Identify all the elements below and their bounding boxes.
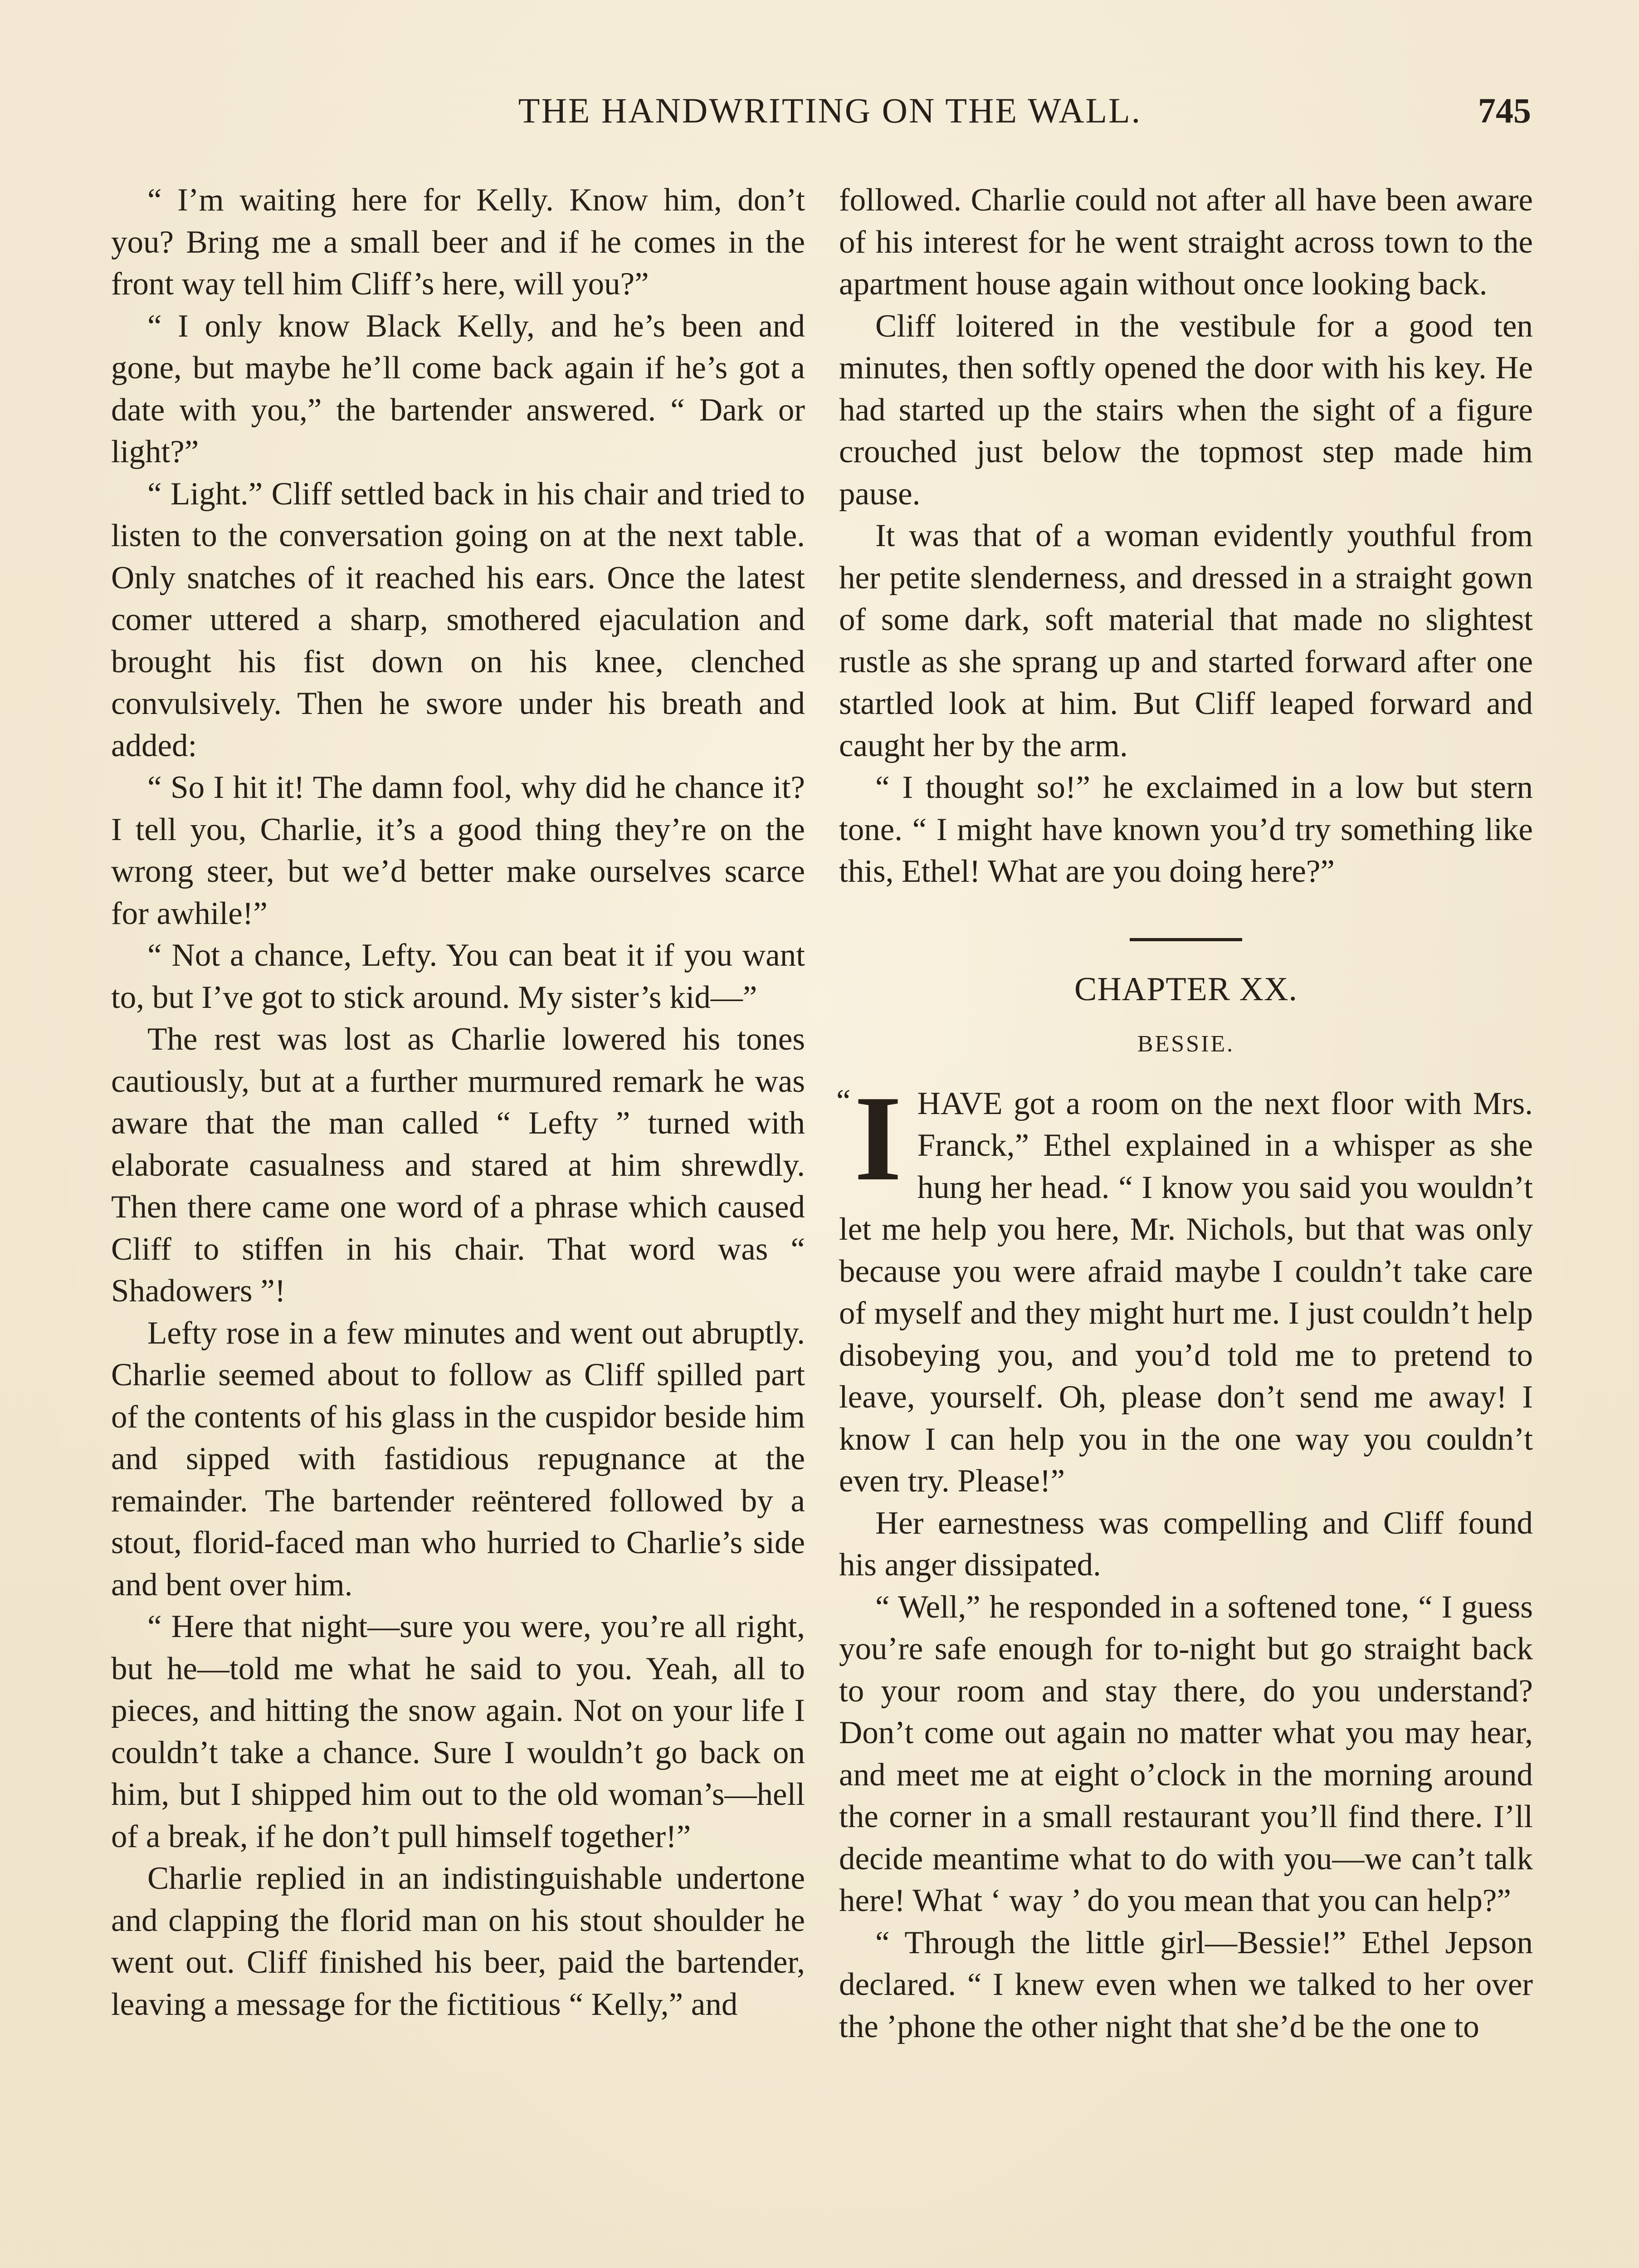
section-divider — [1130, 938, 1242, 941]
paragraph: The rest was lost as Charlie lowered his tones cautiously, but at a further murmured remark he was aware that the man called “ Lefty ” turned with elaborate casualness and stared at him shrewdly. Then there came one word of a phrase which caused Cliff to stiffen in his chair. That word was “ Shadowers ”! — [111, 1022, 805, 1309]
paragraph: “ Through the little girl—Bessie!” Ethel Jepson declared. “ I knew even when we talked to her over the ’phone the other night that she’d be the one to — [839, 1925, 1533, 2044]
paragraph: Charlie replied in an indistinguishable undertone and clapping the florid man on his stout shoulder he went out. Cliff finished his beer, paid the bartender, leaving a message for the fictitious “ Kelly,” and — [111, 1861, 805, 2022]
chapter-title: CHAPTER XX. — [1074, 970, 1298, 1008]
left-column — [111, 179, 805, 2025]
paragraph: Lefty rose in a few minutes and went out abruptly. Charlie seemed about to follow as Cliff spilled part of the contents of his glass in the cuspidor beside him and sipped with fastidious repugnance at the remainder. The bartender reëntered followed by a stout, florid-faced man who hurried to Charlie’s side and bent over him. — [111, 1315, 805, 1603]
right-column — [836, 179, 1533, 2048]
paragraph: It was that of a woman evidently youthful from her petite slenderness, and dressed in a straight gown of some dark, soft material that made no slightest rustle as she sprang up and started forward after one startled look at him. But Cliff leaped forward and caught her by the arm. — [839, 518, 1533, 763]
chapter-subtitle: BESSIE. — [1137, 1031, 1235, 1057]
paragraph: “ So I hit it! The damn fool, why did he chance it? I tell you, Charlie, it’s a good thing they’re on the wrong steer, but we’d better make ourselves scarce for awhile!” — [111, 770, 805, 931]
paragraph: Her earnestness was compelling and Cliff found his anger dissipated. — [839, 1505, 1533, 1583]
paragraph: “ I only know Black Kelly, and he’s been and gone, but maybe he’ll come back again if he’s got a date with you,” the bartender answered. “ Dark or light?” — [111, 308, 805, 469]
paragraph: “ Light.” Cliff settled back in his chair and tried to listen to the conversation going on at the next table. Only snatches of it reached his ears. Once the latest comer uttered a sharp, smothered ejaculation and brought his fist down on his knee, clenched convulsively. Then he swore under his breath and added: — [111, 476, 805, 763]
paragraph: “ I thought so!” he exclaimed in a low but stern tone. “ I might have known you’d try something like this, Ethel! What are you doing here?” — [839, 770, 1533, 889]
paragraph: “ Not a chance, Lefty. You can beat it if you want to, but I’ve got to stick around. My sister’s kid—” — [111, 938, 805, 1015]
paragraph: “ Well,” he responded in a softened tone, “ I guess you’re safe enough for to-night but go straight back to your room and stay there, do you understand? Don’t come out again no matter what you may hear, and meet me at eight o’clock in the morning around the corner in a small restaurant you’ll find there. I’ll decide meantime what to do with you—we can’t talk here! What ‘ way ’ do you mean that you can help?” — [839, 1589, 1533, 1918]
opening-quote-mark: “ — [836, 1083, 851, 1119]
page-number: 745 — [1478, 91, 1531, 130]
paragraph-text: HAVE got a room on the next floor with Mrs. Franck,” Ethel explained in a whisper as she hung her head. “ I know you said you wouldn’t let me help you here, Mr. Nichols, but that was only because you were afraid maybe I couldn’t take care of myself and they might hurt me. I just couldn’t help disobeying you, and you’d told me to pretend to leave, yourself. Oh, please don’t send me away! I know I can help you in the one way you couldn’t even try. Please!” — [839, 1085, 1533, 1499]
paragraph: Cliff loitered in the vestibule for a good ten minutes, then softly opened the door with his key. He had started up the stairs when the sight of a figure crouched just below the topmost step made him pause. — [839, 308, 1533, 512]
chapter-opening-paragraph — [836, 1070, 1533, 1502]
paragraph: “ I’m waiting here for Kelly. Know him, don’t you? Bring me a small beer and if he comes in the front way tell him Cliff’s here, will you?” — [111, 182, 805, 302]
paragraph: followed. Charlie could not after all have been aware of his interest for he went straight across town to the apartment house again without once looking back. — [839, 182, 1533, 302]
running-title: THE HANDWRITING ON THE WALL. — [518, 91, 1142, 130]
drop-cap: I — [854, 1070, 902, 1206]
paragraph: “ Here that night—sure you were, you’re all right, but he—told me what he said to you. Yeah, all to pieces, and hitting the snow again. Not on your life I couldn’t take a chance. Sure I wouldn’t go back on him, but I shipped him out to the old woman’s—hell of a break, if he don’t pull himself together!” — [111, 1609, 805, 1854]
